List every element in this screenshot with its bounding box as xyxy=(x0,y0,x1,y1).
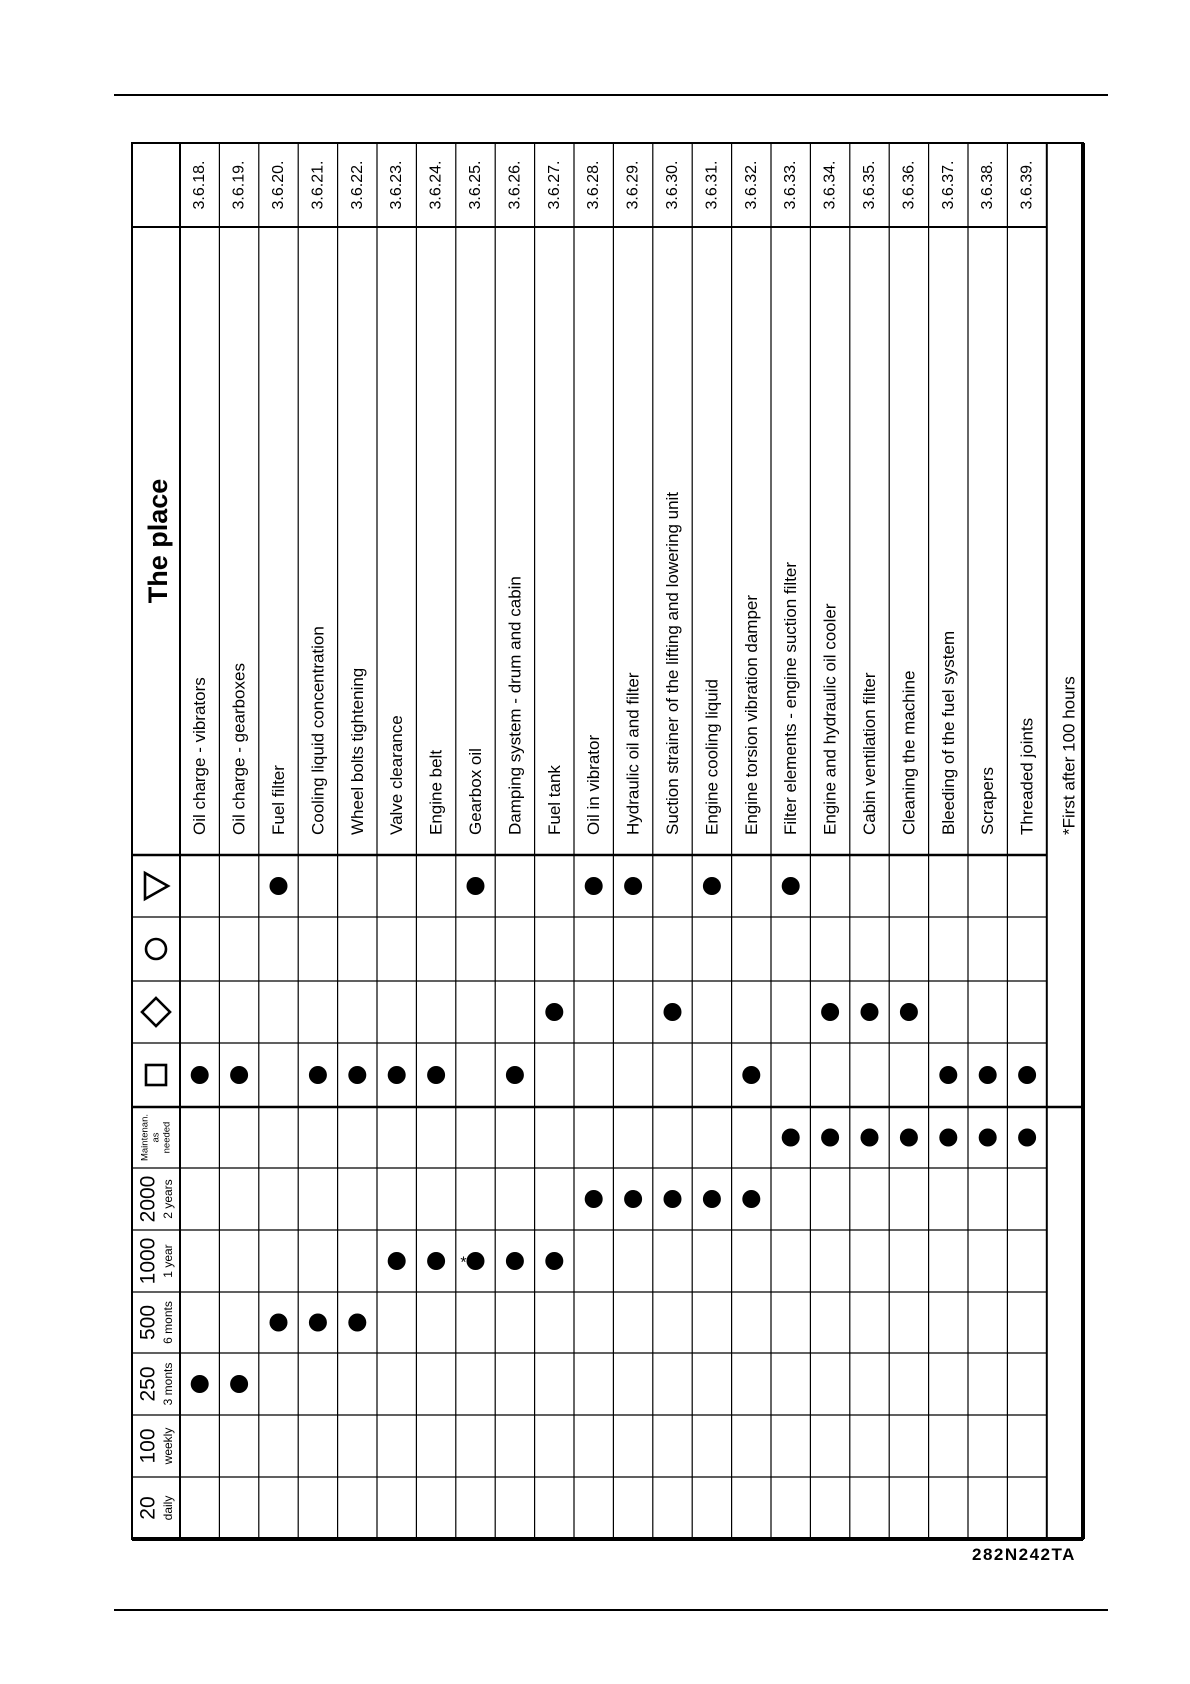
row-place-name: Oil in vibrator xyxy=(584,734,604,835)
interval-header-hours: 2000 xyxy=(136,1175,160,1223)
schedule-dot xyxy=(979,1066,997,1084)
interval-header-period: 2 years xyxy=(161,1179,175,1219)
interval-header-period: 6 monts xyxy=(161,1301,175,1344)
interval-header-period: 1 year xyxy=(161,1244,175,1278)
row-reference: 3.6.20. xyxy=(270,160,287,210)
row-place-name: Fuel tank xyxy=(544,765,564,835)
row-reference: 3.6.30. xyxy=(664,160,681,210)
row-reference: 3.6.25. xyxy=(467,160,484,210)
schedule-dot xyxy=(900,1003,918,1021)
schedule-dot xyxy=(742,1066,760,1084)
row-reference: 3.6.34. xyxy=(821,160,839,210)
interval-header-needed-line2: as xyxy=(150,1132,162,1143)
row-place-name: Engine torsion vibration damper xyxy=(741,594,761,835)
schedule-dot xyxy=(939,1066,957,1084)
schedule-dot xyxy=(506,1252,524,1270)
row-reference: 3.6.31. xyxy=(703,160,721,210)
schedule-dot xyxy=(939,1129,957,1147)
schedule-dot xyxy=(270,1314,288,1332)
schedule-dot xyxy=(821,1129,839,1147)
interval-header-hours: 1000 xyxy=(136,1237,160,1285)
interval-header-hours: 500 xyxy=(136,1304,160,1341)
row-place-name: Valve clearance xyxy=(387,715,407,835)
interval-header-period: weekly xyxy=(161,1427,175,1465)
interval-header-needed-line1: Maintenan. xyxy=(139,1113,151,1162)
row-place-name: Cleaning the machine xyxy=(899,670,919,835)
row-reference: 3.6.19. xyxy=(230,160,248,210)
schedule-dot xyxy=(467,877,485,895)
row-reference: 3.6.26. xyxy=(506,160,524,210)
schedule-dot xyxy=(861,1003,879,1021)
row-reference: 3.6.37. xyxy=(939,160,957,210)
schedule-dot xyxy=(703,877,721,895)
row-reference: 3.6.35. xyxy=(861,160,878,210)
schedule-dot xyxy=(624,877,642,895)
schedule-dot xyxy=(427,1066,445,1084)
schedule-dot xyxy=(821,1003,839,1021)
schedule-dot xyxy=(309,1314,327,1332)
schedule-dot xyxy=(309,1066,327,1084)
document-code: 282N242TA xyxy=(972,1545,1076,1564)
schedule-dot xyxy=(624,1190,642,1208)
row-reference: 3.6.23. xyxy=(388,160,406,210)
row-place-name: Cooling liquid concentration xyxy=(308,626,328,835)
row-place-name: Fuel filter xyxy=(269,765,288,835)
schedule-dot xyxy=(191,1375,209,1393)
row-place-name: Wheel bolts tightening xyxy=(347,667,367,835)
row-place-name: Suction strainer of the lifting and lowering unit xyxy=(663,491,682,835)
schedule-dot xyxy=(545,1003,563,1021)
schedule-dot xyxy=(388,1066,406,1084)
schedule-dot xyxy=(506,1066,524,1084)
schedule-dot xyxy=(585,877,603,895)
first-service-asterisk: * xyxy=(460,1254,467,1272)
row-place-name: Threaded joints xyxy=(1017,717,1037,835)
square-icon xyxy=(146,1065,166,1085)
row-place-name: Engine cooling liquid xyxy=(702,679,722,835)
row-reference: 3.6.21. xyxy=(309,160,327,210)
row-place-name: Oil charge - vibrators xyxy=(190,677,210,835)
row-reference: 3.6.28. xyxy=(585,160,603,210)
interval-header-hours: 100 xyxy=(136,1428,160,1464)
schedule-dot xyxy=(230,1375,248,1393)
schedule-dot xyxy=(664,1003,682,1021)
schedule-dot xyxy=(585,1190,603,1208)
row-reference: 3.6.29. xyxy=(624,160,642,210)
schedule-dot xyxy=(348,1314,366,1332)
interval-header-period: daily xyxy=(161,1495,175,1521)
row-place-name: Hydraulic oil and filter xyxy=(623,672,643,835)
schedule-dot xyxy=(900,1129,918,1147)
row-reference: 3.6.18. xyxy=(191,160,209,210)
row-reference: 3.6.32. xyxy=(742,160,760,210)
interval-header-hours: 20 xyxy=(136,1496,160,1520)
schedule-dot xyxy=(1018,1129,1036,1147)
row-place-name: Scrapers xyxy=(978,766,998,835)
schedule-dot xyxy=(467,1252,485,1270)
schedule-dot xyxy=(782,1129,800,1147)
schedule-dot xyxy=(703,1190,721,1208)
schedule-dot xyxy=(742,1190,760,1208)
interval-header-hours: 250 xyxy=(136,1366,160,1402)
schedule-dot xyxy=(1018,1066,1036,1084)
table-footnote: *First after 100 hours xyxy=(1059,676,1079,835)
schedule-dot xyxy=(664,1190,682,1208)
schedule-dot xyxy=(782,877,800,895)
schedule-dot xyxy=(191,1066,209,1084)
schedule-dot xyxy=(230,1066,248,1084)
row-place-name: Filter elements - engine suction filter xyxy=(781,561,801,835)
row-place-name: Oil charge - gearboxes xyxy=(229,663,249,835)
schedule-dot xyxy=(270,877,288,895)
row-reference: 3.6.36. xyxy=(900,160,918,210)
schedule-dot xyxy=(979,1129,997,1147)
schedule-dot xyxy=(861,1129,879,1147)
row-place-name: Cabin ventilation filter xyxy=(860,672,879,835)
schedule-dot xyxy=(427,1252,445,1270)
schedule-dot xyxy=(545,1252,563,1270)
row-place-name: Bleeding of the fuel system xyxy=(938,630,958,835)
row-reference: 3.6.24. xyxy=(427,160,445,210)
row-place-name: Gearbox oil xyxy=(466,748,485,835)
row-place-name: Engine and hydraulic oil cooler xyxy=(820,603,840,835)
diamond-icon xyxy=(142,998,170,1026)
schedule-dot xyxy=(388,1252,406,1270)
row-place-name: Damping system - drum and cabin xyxy=(505,576,525,835)
table-heading: The place xyxy=(143,478,173,604)
row-reference: 3.6.39. xyxy=(1018,160,1036,210)
row-reference: 3.6.27. xyxy=(545,160,563,210)
interval-header-needed-line3: needed xyxy=(161,1121,173,1154)
row-place-name: Engine belt xyxy=(426,749,446,835)
circle-icon xyxy=(146,939,166,959)
row-reference: 3.6.22. xyxy=(348,160,366,210)
schedule-dot xyxy=(348,1066,366,1084)
interval-header-period: 3 monts xyxy=(161,1362,175,1406)
row-reference: 3.6.38. xyxy=(979,160,997,210)
row-reference: 3.6.33. xyxy=(782,160,800,210)
triangle-icon xyxy=(145,873,168,899)
